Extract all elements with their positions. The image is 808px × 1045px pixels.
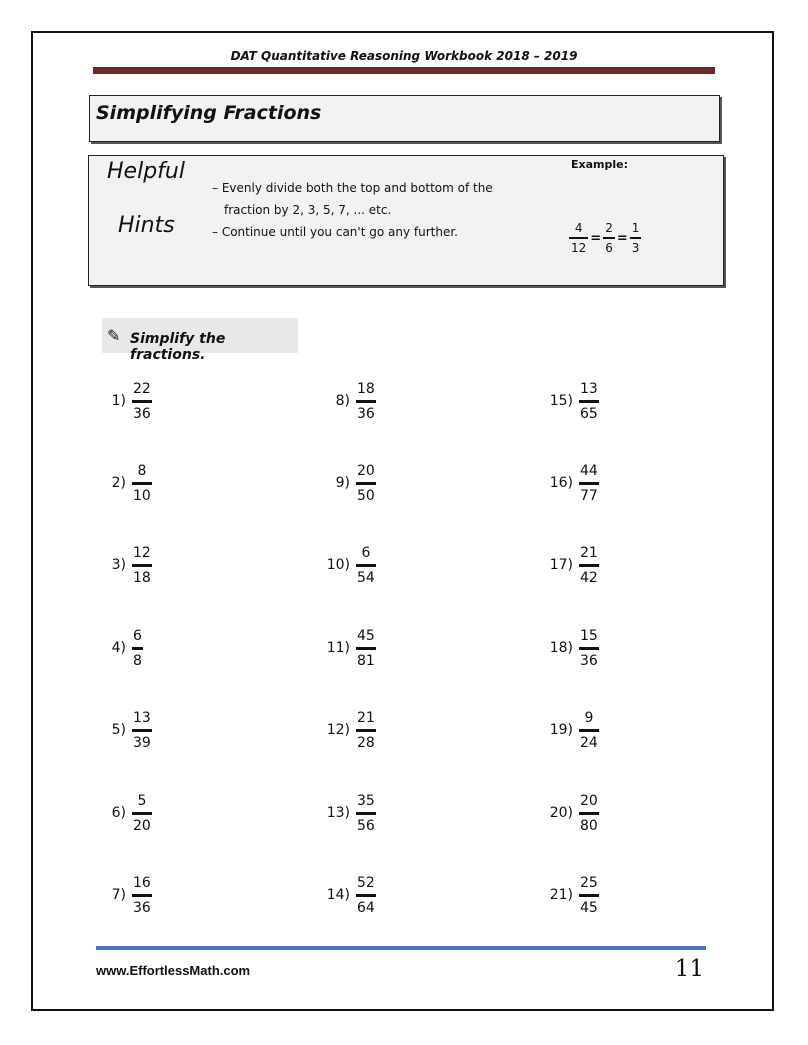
fraction-bar [132, 894, 152, 897]
denominator: 12 [571, 241, 587, 255]
numerator: 13 [133, 710, 151, 726]
numerator: 13 [580, 381, 598, 397]
denominator: 20 [133, 817, 151, 834]
denominator: 56 [357, 817, 375, 834]
problem-item [531, 711, 599, 750]
numerator: 16 [133, 875, 151, 891]
workbook-title: DAT Quantitative Reasoning Workbook 2018 – 2019 [230, 49, 578, 63]
fraction-bar [356, 894, 376, 897]
problem-item [100, 629, 143, 668]
problem-number: 16) [549, 475, 573, 492]
equals-sign: = [616, 230, 628, 246]
denominator: 36 [133, 899, 151, 916]
problem-item [531, 794, 599, 833]
numerator: 1 [631, 221, 640, 235]
problem-fraction [579, 629, 599, 668]
denominator: 36 [580, 652, 598, 669]
numerator: 45 [357, 628, 375, 644]
problem-fraction [356, 382, 376, 421]
denominator: 24 [580, 734, 598, 751]
denominator: 64 [357, 899, 375, 916]
problem-number: 8) [335, 393, 350, 410]
numerator: 5 [137, 793, 147, 809]
problem-item [308, 464, 376, 503]
fraction-bar [603, 237, 615, 239]
denominator: 10 [133, 487, 151, 504]
numerator: 21 [580, 545, 598, 561]
problem-fraction [356, 546, 376, 585]
problem-item [531, 382, 599, 421]
problem-item [100, 382, 152, 421]
problem-item [100, 546, 152, 585]
fraction-bar [579, 729, 599, 732]
problem-fraction [579, 794, 599, 833]
numerator: 25 [580, 875, 598, 891]
problem-fraction [579, 546, 599, 585]
problem-item [531, 546, 599, 585]
instruction-banner [102, 318, 298, 363]
fraction-bar [356, 647, 376, 650]
fraction-bar [579, 564, 599, 567]
pencil-icon: ✎ [107, 326, 121, 345]
fraction-bar [132, 482, 152, 485]
example-fraction [603, 222, 615, 254]
numerator: 21 [357, 710, 375, 726]
problem-fraction [132, 711, 152, 750]
problem-number: 19) [549, 722, 573, 739]
denominator: 36 [133, 405, 151, 422]
problem-number: 15) [549, 393, 573, 410]
problem-number: 21) [549, 887, 573, 904]
fraction-bar [132, 647, 143, 650]
problem-item [531, 464, 599, 503]
denominator: 65 [580, 405, 598, 422]
denominator: 3 [631, 241, 640, 255]
problem-fraction [579, 876, 599, 915]
numerator: 18 [357, 381, 375, 397]
denominator: 6 [605, 241, 613, 255]
section-title-box [89, 95, 720, 142]
example-fraction [630, 222, 642, 254]
problem-number: 1) [111, 393, 126, 410]
problem-fraction [356, 794, 376, 833]
numerator: 4 [574, 221, 583, 235]
fraction-bar [579, 894, 599, 897]
problem-item [100, 711, 152, 750]
problem-number: 10) [326, 557, 350, 574]
problem-fraction [356, 876, 376, 915]
problem-number: 18) [549, 640, 573, 657]
fraction-bar [579, 482, 599, 485]
fraction-bar [356, 729, 376, 732]
footer-website: www.EffortlessMath.com [96, 963, 251, 978]
numerator: 35 [357, 793, 375, 809]
problem-item [308, 382, 376, 421]
denominator: 8 [133, 652, 142, 669]
numerator: 6 [133, 628, 142, 644]
numerator: 22 [133, 381, 151, 397]
fraction-bar [132, 729, 152, 732]
numerator: 44 [580, 463, 598, 479]
denominator: 28 [357, 734, 375, 751]
problem-item [308, 876, 376, 915]
problem-fraction [132, 546, 152, 585]
problem-fraction [132, 794, 152, 833]
numerator: 12 [133, 545, 151, 561]
problem-number: 5) [111, 722, 126, 739]
denominator: 45 [580, 899, 598, 916]
fraction-bar [356, 482, 376, 485]
numerator: 52 [357, 875, 375, 891]
numerator: 8 [137, 463, 147, 479]
problem-number: 4) [111, 640, 126, 657]
example-fraction [569, 222, 588, 254]
numerator: 15 [580, 628, 598, 644]
problem-number: 12) [326, 722, 350, 739]
fraction-bar [132, 400, 152, 403]
problem-item [308, 546, 376, 585]
problem-number: 7) [111, 887, 126, 904]
fraction-bar [356, 564, 376, 567]
problem-item [531, 629, 599, 668]
fraction-bar [569, 237, 588, 239]
fraction-bar [630, 237, 642, 239]
fraction-bar [356, 400, 376, 403]
problem-fraction [579, 382, 599, 421]
denominator: 54 [357, 569, 375, 586]
equals-sign: = [590, 230, 602, 246]
hints-heading-hints: Hints [118, 213, 175, 238]
problem-number: 17) [549, 557, 573, 574]
problem-item [308, 629, 376, 668]
footer-rule [96, 946, 706, 950]
problem-number: 14) [326, 887, 350, 904]
denominator: 77 [580, 487, 598, 504]
problem-fraction [579, 711, 599, 750]
denominator: 36 [357, 405, 375, 422]
denominator: 18 [133, 569, 151, 586]
problem-number: 6) [111, 805, 126, 822]
hint-line-1-continued: fraction by 2, 3, 5, 7, ... etc. [224, 203, 392, 217]
problem-item [308, 794, 376, 833]
problem-number: 20) [549, 805, 573, 822]
problem-item [100, 794, 152, 833]
numerator: 6 [361, 545, 371, 561]
denominator: 81 [357, 652, 375, 669]
problem-number: 9) [335, 475, 350, 492]
fraction-bar [132, 812, 152, 815]
helpful-hints-box [88, 155, 724, 286]
problem-item [531, 876, 599, 915]
problem-fraction [356, 711, 376, 750]
denominator: 42 [580, 569, 598, 586]
numerator: 20 [357, 463, 375, 479]
hints-heading-helpful: Helpful [107, 159, 185, 184]
instruction-text: Simplify the fractions. [130, 331, 226, 363]
hint-line-1: – Evenly divide both the top and bottom of the [212, 181, 493, 195]
numerator: 2 [605, 221, 613, 235]
problem-item [308, 711, 376, 750]
hint-line-2: – Continue until you can't go any further. [212, 225, 458, 239]
problem-fraction [132, 629, 143, 668]
problem-fraction [132, 382, 152, 421]
problem-item [100, 464, 152, 503]
denominator: 39 [133, 734, 151, 751]
problem-fraction [579, 464, 599, 503]
problem-fraction [132, 464, 152, 503]
numerator: 9 [584, 710, 594, 726]
problem-item [100, 876, 152, 915]
fraction-bar [579, 647, 599, 650]
denominator: 50 [357, 487, 375, 504]
denominator: 80 [580, 817, 598, 834]
problem-number: 11) [326, 640, 350, 657]
page-number: 11 [674, 956, 704, 982]
problem-number: 3) [111, 557, 126, 574]
numerator: 20 [580, 793, 598, 809]
fraction-bar [579, 812, 599, 815]
problem-number: 2) [111, 475, 126, 492]
fraction-bar [579, 400, 599, 403]
example-label: Example: [571, 158, 628, 171]
header-rule [93, 67, 715, 74]
fraction-bar [132, 564, 152, 567]
problem-fraction [356, 629, 376, 668]
section-title: Simplifying Fractions [96, 102, 322, 124]
problem-fraction [132, 876, 152, 915]
example-equation [569, 222, 641, 254]
problem-number: 13) [326, 805, 350, 822]
problem-fraction [356, 464, 376, 503]
fraction-bar [356, 812, 376, 815]
